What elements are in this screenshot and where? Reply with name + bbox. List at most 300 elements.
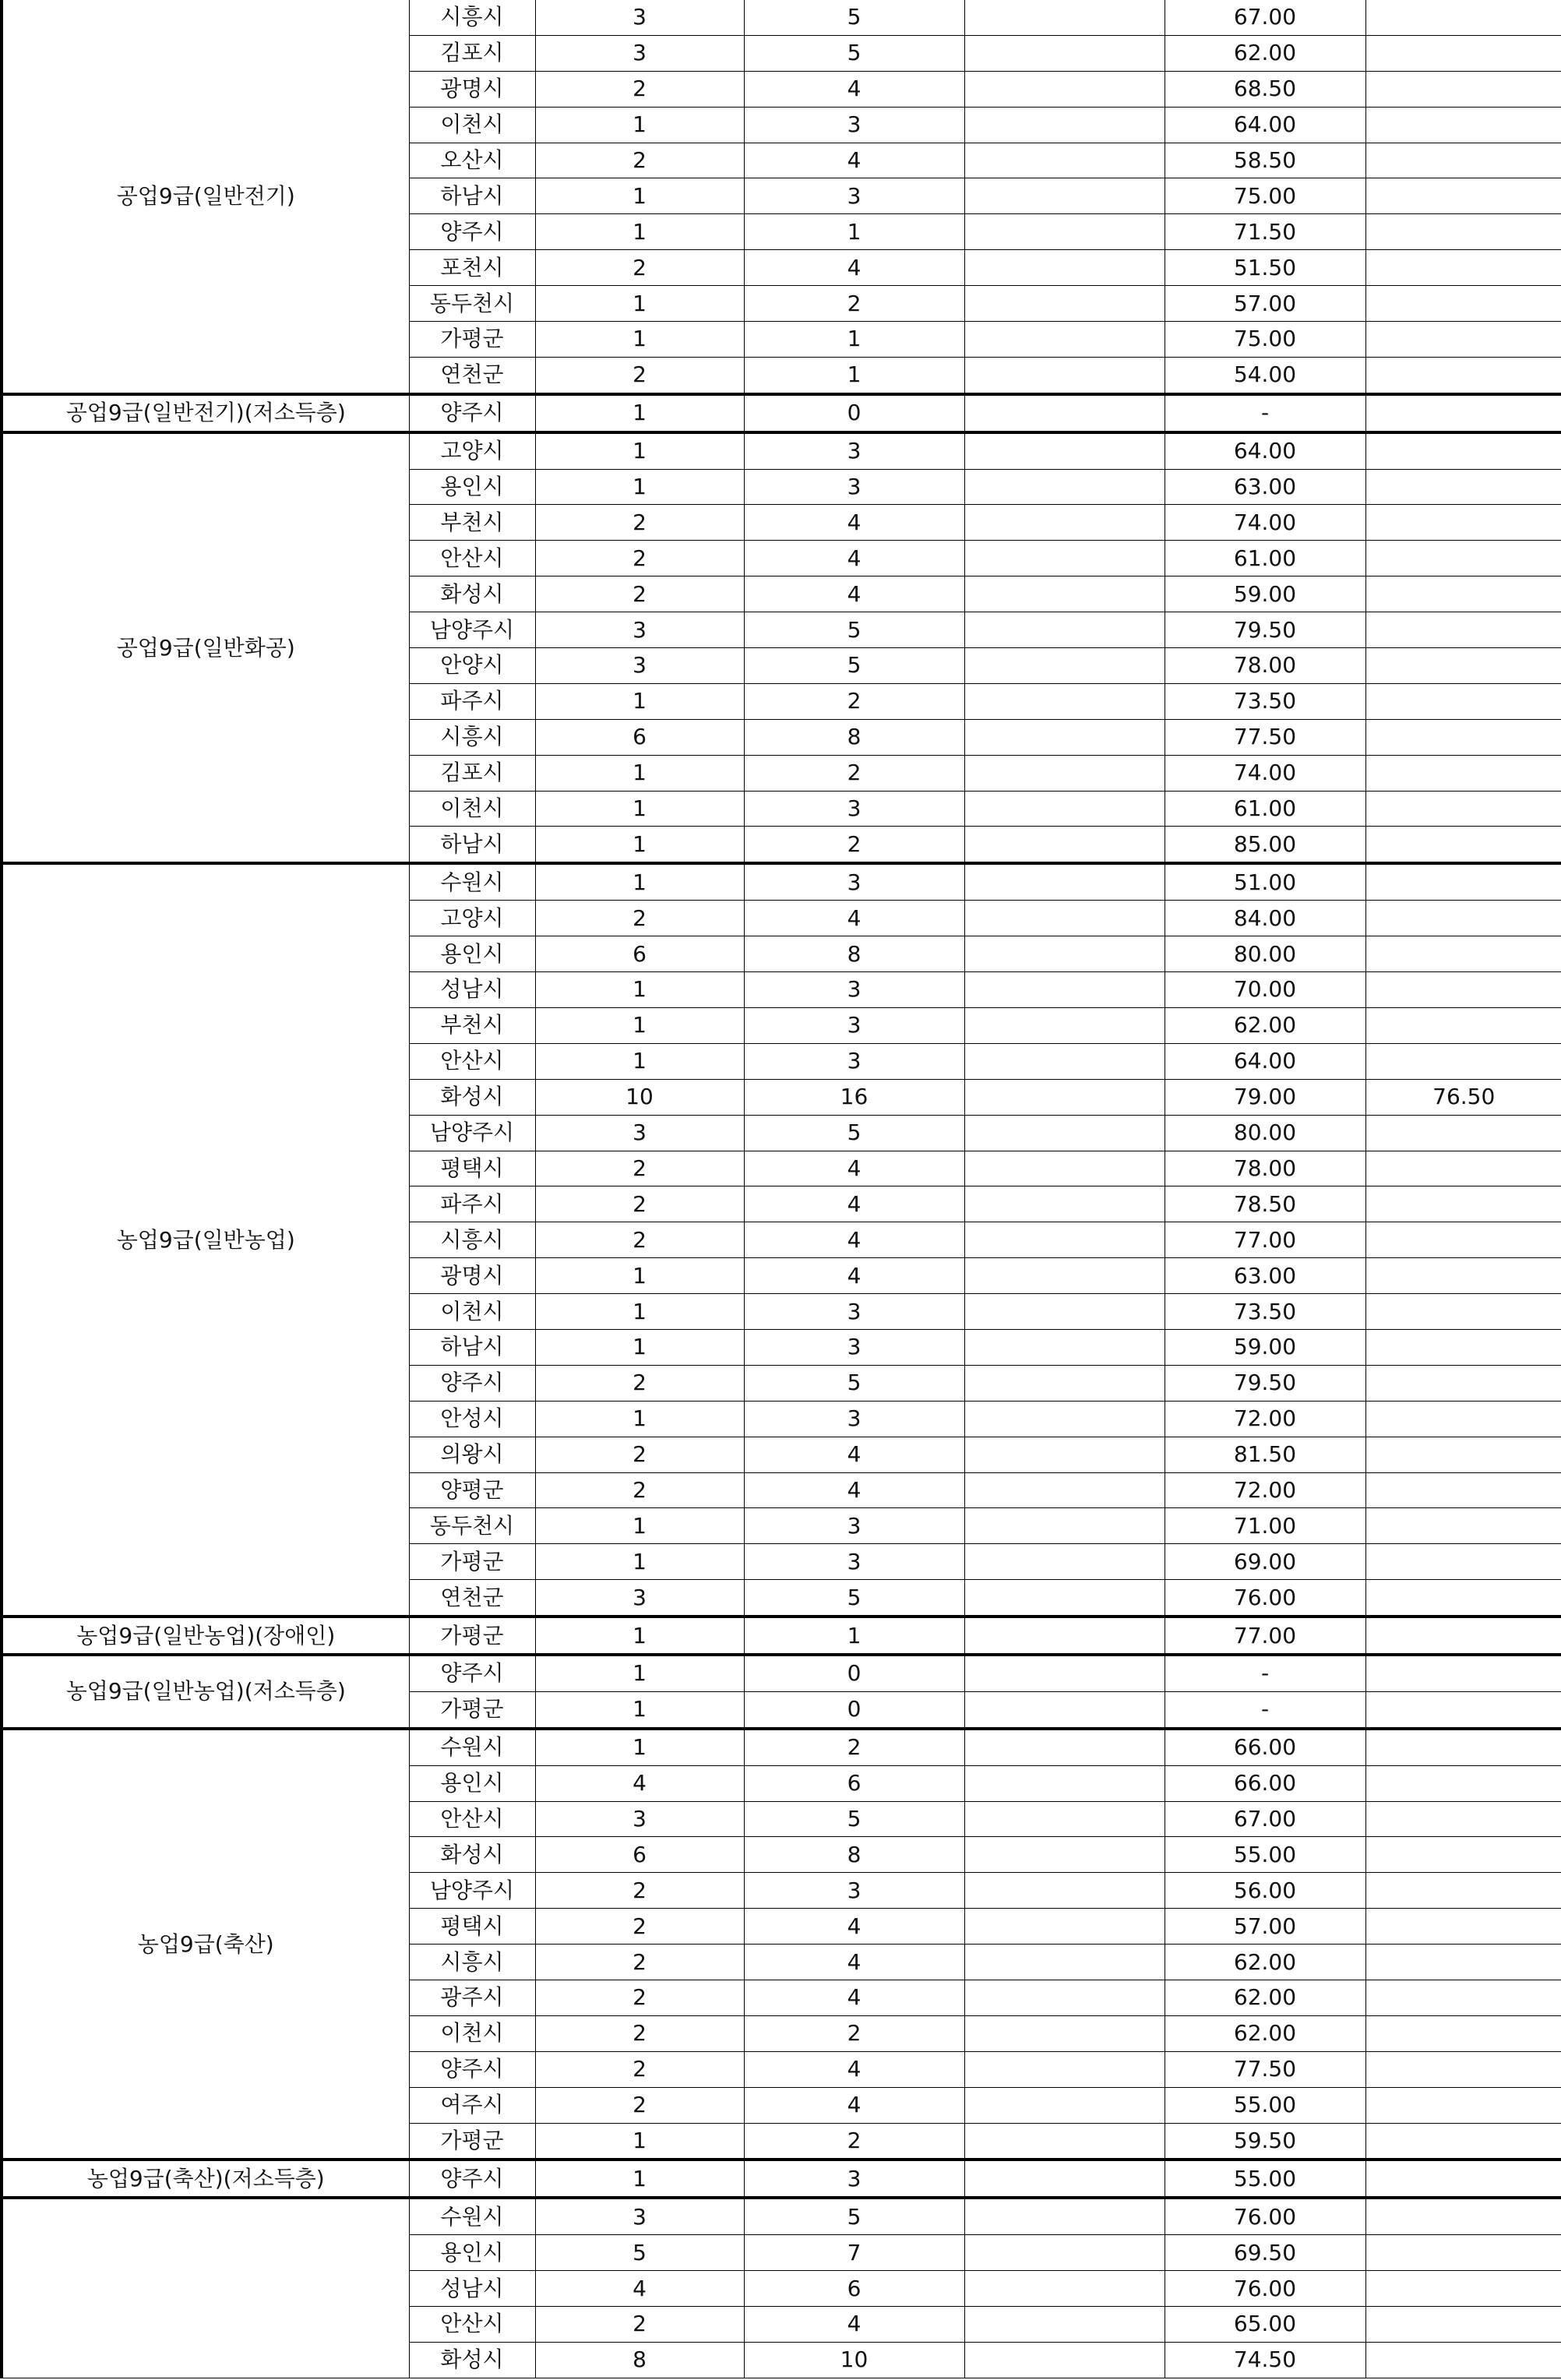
score-cell: 84.00 (1165, 901, 1365, 936)
score-cell: 62.00 (1165, 1945, 1365, 1980)
score-cell: 63.00 (1165, 1258, 1365, 1294)
score-cell: 58.50 (1165, 143, 1365, 178)
count-b-cell: 3 (744, 1329, 964, 1365)
count-a-cell: 1 (535, 1401, 744, 1437)
extra-score-cell (1365, 178, 1561, 214)
count-a-cell: 1 (535, 1329, 744, 1365)
region-cell: 수원시 (409, 863, 535, 900)
count-a-cell: 1 (535, 1729, 744, 1765)
count-a-cell: 1 (535, 214, 744, 250)
count-b-cell: 6 (744, 1765, 964, 1801)
score-cell: 80.00 (1165, 936, 1365, 972)
count-b-cell: 0 (744, 1655, 964, 1691)
blank-cell (964, 648, 1165, 684)
blank-cell (964, 1365, 1165, 1401)
region-cell: 성남시 (409, 2271, 535, 2307)
count-a-cell: 4 (535, 2271, 744, 2307)
score-cell: 55.00 (1165, 1837, 1365, 1873)
blank-cell (964, 1115, 1165, 1151)
count-b-cell: 4 (744, 143, 964, 178)
blank-cell (964, 107, 1165, 143)
count-a-cell: 3 (535, 2198, 744, 2234)
count-a-cell: 3 (535, 1580, 744, 1617)
count-b-cell: 8 (744, 936, 964, 972)
region-cell: 동두천시 (409, 1508, 535, 1544)
group-name-cell: 농업9급(축산)(저소득층) (2, 2160, 409, 2198)
extra-score-cell (1365, 1186, 1561, 1222)
extra-score-cell (1365, 612, 1561, 648)
region-cell: 광주시 (409, 1980, 535, 2015)
blank-cell (964, 2087, 1165, 2123)
blank-cell (964, 2342, 1165, 2378)
score-cell: 55.00 (1165, 2087, 1365, 2123)
extra-score-cell (1365, 1222, 1561, 1258)
blank-cell (964, 1729, 1165, 1765)
region-cell: 하남시 (409, 827, 535, 863)
extra-score-cell (1365, 0, 1561, 35)
count-b-cell: 4 (744, 1222, 964, 1258)
extra-score-cell (1365, 322, 1561, 358)
region-cell: 가평군 (409, 1691, 535, 1728)
count-a-cell: 2 (535, 901, 744, 936)
count-a-cell: 2 (535, 357, 744, 393)
group-name-cell: 농업9급(일반농업)(저소득층) (2, 1655, 409, 1729)
extra-score-cell (1365, 2051, 1561, 2087)
count-b-cell: 5 (744, 35, 964, 71)
region-cell: 부천시 (409, 505, 535, 541)
extra-score-cell (1365, 469, 1561, 505)
count-a-cell: 1 (535, 1691, 744, 1728)
count-a-cell: 2 (535, 2015, 744, 2051)
blank-cell (964, 143, 1165, 178)
blank-cell (964, 1294, 1165, 1330)
count-b-cell: 1 (744, 357, 964, 393)
extra-score-cell (1365, 1401, 1561, 1437)
count-a-cell: 1 (535, 827, 744, 863)
group-name-cell: 농업9급(축산) (2, 1729, 409, 2160)
score-cell: 54.00 (1165, 357, 1365, 393)
score-cell: 59.00 (1165, 576, 1365, 612)
region-cell: 시흥시 (409, 1945, 535, 1980)
count-a-cell: 1 (535, 432, 744, 469)
count-a-cell: 2 (535, 1472, 744, 1508)
count-b-cell: 8 (744, 1837, 964, 1873)
score-cell: 63.00 (1165, 469, 1365, 505)
blank-cell (964, 322, 1165, 358)
extra-score-cell (1365, 1765, 1561, 1801)
group-name-cell: 농업9급(일반농업) (2, 863, 409, 1617)
region-cell: 안산시 (409, 2307, 535, 2343)
count-a-cell: 8 (535, 2342, 744, 2378)
region-cell: 양평군 (409, 1472, 535, 1508)
count-b-cell: 2 (744, 683, 964, 719)
count-b-cell: 4 (744, 576, 964, 612)
region-cell: 가평군 (409, 2123, 535, 2160)
region-cell: 양주시 (409, 2160, 535, 2198)
score-cell: 65.00 (1165, 2307, 1365, 2343)
count-a-cell: 3 (535, 1801, 744, 1837)
region-cell: 남양주시 (409, 612, 535, 648)
extra-score-cell (1365, 2271, 1561, 2307)
blank-cell (964, 214, 1165, 250)
blank-cell (964, 1222, 1165, 1258)
extra-score-cell (1365, 357, 1561, 393)
blank-cell (964, 1007, 1165, 1043)
count-b-cell: 5 (744, 648, 964, 684)
blank-cell (964, 286, 1165, 322)
region-cell: 오산시 (409, 143, 535, 178)
blank-cell (964, 505, 1165, 541)
score-cell: 61.00 (1165, 791, 1365, 827)
count-a-cell: 3 (535, 0, 744, 35)
count-a-cell: 6 (535, 936, 744, 972)
extra-score-cell: 76.50 (1365, 1079, 1561, 1115)
extra-score-cell (1365, 755, 1561, 791)
score-cell: 79.50 (1165, 1365, 1365, 1401)
score-cell: 67.00 (1165, 1801, 1365, 1837)
blank-cell (964, 719, 1165, 755)
count-b-cell: 4 (744, 1909, 964, 1945)
count-b-cell: 4 (744, 901, 964, 936)
count-b-cell: 5 (744, 1580, 964, 1617)
region-cell: 김포시 (409, 35, 535, 71)
region-cell: 하남시 (409, 1329, 535, 1365)
count-a-cell: 2 (535, 1909, 744, 1945)
extra-score-cell (1365, 1115, 1561, 1151)
region-cell: 연천군 (409, 1580, 535, 1617)
score-cell: 73.50 (1165, 683, 1365, 719)
count-a-cell: 1 (535, 1294, 744, 1330)
count-b-cell: 4 (744, 71, 964, 107)
blank-cell (964, 755, 1165, 791)
count-b-cell: 2 (744, 755, 964, 791)
table-row (2, 0, 1561, 35)
count-b-cell: 2 (744, 827, 964, 863)
count-b-cell: 5 (744, 2198, 964, 2234)
count-a-cell: 1 (535, 1655, 744, 1691)
score-cell: 56.00 (1165, 1873, 1365, 1909)
table-row (2, 2160, 1561, 2198)
score-cell: 72.00 (1165, 1401, 1365, 1437)
extra-score-cell (1365, 1329, 1561, 1365)
score-cell: - (1165, 1655, 1365, 1691)
count-b-cell: 4 (744, 2087, 964, 2123)
score-cell: 76.00 (1165, 1580, 1365, 1617)
extra-score-cell (1365, 1873, 1561, 1909)
extra-score-cell (1365, 1365, 1561, 1401)
blank-cell (964, 936, 1165, 972)
extra-score-cell (1365, 1007, 1561, 1043)
blank-cell (964, 469, 1165, 505)
count-a-cell: 6 (535, 1837, 744, 1873)
count-b-cell: 6 (744, 2271, 964, 2307)
region-cell: 파주시 (409, 1186, 535, 1222)
count-b-cell: 16 (744, 1079, 964, 1115)
region-cell: 이천시 (409, 2015, 535, 2051)
count-a-cell: 2 (535, 1186, 744, 1222)
score-cell: 69.00 (1165, 1544, 1365, 1580)
count-a-cell: 2 (535, 505, 744, 541)
blank-cell (964, 1258, 1165, 1294)
count-b-cell: 3 (744, 1007, 964, 1043)
blank-cell (964, 612, 1165, 648)
score-cell: 59.50 (1165, 2123, 1365, 2160)
blank-cell (964, 2123, 1165, 2160)
score-cell: 61.00 (1165, 541, 1365, 576)
blank-cell (964, 1043, 1165, 1079)
count-a-cell: 2 (535, 541, 744, 576)
region-cell: 광명시 (409, 1258, 535, 1294)
blank-cell (964, 1472, 1165, 1508)
count-b-cell: 4 (744, 250, 964, 286)
score-cell: - (1165, 1691, 1365, 1728)
region-cell: 평택시 (409, 1151, 535, 1186)
blank-cell (964, 827, 1165, 863)
count-b-cell: 3 (744, 107, 964, 143)
count-b-cell: 4 (744, 2051, 964, 2087)
blank-cell (964, 1186, 1165, 1222)
count-a-cell: 2 (535, 1980, 744, 2015)
count-a-cell: 2 (535, 1365, 744, 1401)
blank-cell (964, 2198, 1165, 2234)
count-b-cell: 3 (744, 1508, 964, 1544)
count-b-cell: 4 (744, 1980, 964, 2015)
extra-score-cell (1365, 791, 1561, 827)
count-a-cell: 2 (535, 2307, 744, 2343)
blank-cell (964, 250, 1165, 286)
score-cell: 68.50 (1165, 71, 1365, 107)
region-cell: 양주시 (409, 2051, 535, 2087)
count-b-cell: 4 (744, 1472, 964, 1508)
table-row (2, 394, 1561, 432)
count-b-cell: 10 (744, 2342, 964, 2378)
count-b-cell: 3 (744, 863, 964, 900)
blank-cell (964, 1909, 1165, 1945)
region-cell: 광명시 (409, 71, 535, 107)
region-cell: 용인시 (409, 469, 535, 505)
score-cell: 62.00 (1165, 1007, 1365, 1043)
count-a-cell: 2 (535, 1873, 744, 1909)
score-cell: 74.00 (1165, 505, 1365, 541)
blank-cell (964, 2235, 1165, 2271)
count-a-cell: 2 (535, 1437, 744, 1472)
table-row (2, 1617, 1561, 1655)
count-a-cell: 1 (535, 469, 744, 505)
count-a-cell: 1 (535, 107, 744, 143)
score-cell: 77.50 (1165, 719, 1365, 755)
score-cell: 51.50 (1165, 250, 1365, 286)
count-a-cell: 1 (535, 286, 744, 322)
region-cell: 화성시 (409, 576, 535, 612)
group-name-cell: 공업9급(일반전기) (2, 0, 409, 394)
blank-cell (964, 541, 1165, 576)
count-a-cell: 1 (535, 394, 744, 432)
blank-cell (964, 394, 1165, 432)
extra-score-cell (1365, 1909, 1561, 1945)
blank-cell (964, 1401, 1165, 1437)
extra-score-cell (1365, 107, 1561, 143)
count-a-cell: 1 (535, 1043, 744, 1079)
extra-score-cell (1365, 1508, 1561, 1544)
count-b-cell: 3 (744, 2160, 964, 2198)
count-b-cell: 0 (744, 1691, 964, 1728)
blank-cell (964, 1437, 1165, 1472)
count-b-cell: 7 (744, 2235, 964, 2271)
extra-score-cell (1365, 1729, 1561, 1765)
blank-cell (964, 2271, 1165, 2307)
score-cell: 69.50 (1165, 2235, 1365, 2271)
extra-score-cell (1365, 1617, 1561, 1655)
score-cell: 70.00 (1165, 972, 1365, 1008)
region-cell: 수원시 (409, 1729, 535, 1765)
region-cell: 하남시 (409, 178, 535, 214)
count-b-cell: 2 (744, 1729, 964, 1765)
extra-score-cell (1365, 71, 1561, 107)
count-a-cell: 10 (535, 1079, 744, 1115)
count-b-cell: 8 (744, 719, 964, 755)
score-cell: 75.00 (1165, 178, 1365, 214)
score-cell: 78.00 (1165, 648, 1365, 684)
count-b-cell: 5 (744, 1365, 964, 1401)
blank-cell (964, 2015, 1165, 2051)
blank-cell (964, 1945, 1165, 1980)
count-a-cell: 1 (535, 791, 744, 827)
group-name-cell (2, 2198, 409, 2378)
extra-score-cell (1365, 648, 1561, 684)
extra-score-cell (1365, 2160, 1561, 2198)
blank-cell (964, 1329, 1165, 1365)
count-a-cell: 1 (535, 863, 744, 900)
region-cell: 평택시 (409, 1909, 535, 1945)
extra-score-cell (1365, 1294, 1561, 1330)
count-b-cell: 2 (744, 2015, 964, 2051)
extra-score-cell (1365, 1472, 1561, 1508)
count-b-cell: 4 (744, 1151, 964, 1186)
table-row (2, 432, 1561, 469)
count-a-cell: 2 (535, 250, 744, 286)
region-cell: 포천시 (409, 250, 535, 286)
extra-score-cell (1365, 901, 1561, 936)
region-cell: 가평군 (409, 1617, 535, 1655)
blank-cell (964, 1691, 1165, 1728)
score-cell: 59.00 (1165, 1329, 1365, 1365)
region-cell: 파주시 (409, 683, 535, 719)
count-b-cell: 4 (744, 2307, 964, 2343)
region-cell: 의왕시 (409, 1437, 535, 1472)
extra-score-cell (1365, 1580, 1561, 1617)
score-cell: 73.50 (1165, 1294, 1365, 1330)
blank-cell (964, 1580, 1165, 1617)
group-name-cell: 공업9급(일반화공) (2, 432, 409, 864)
blank-cell (964, 178, 1165, 214)
count-b-cell: 4 (744, 1258, 964, 1294)
group-name-cell: 농업9급(일반농업)(장애인) (2, 1617, 409, 1655)
score-cell: 64.00 (1165, 107, 1365, 143)
count-b-cell: 4 (744, 505, 964, 541)
region-cell: 안산시 (409, 1801, 535, 1837)
blank-cell (964, 1765, 1165, 1801)
region-cell: 안산시 (409, 541, 535, 576)
score-cell: 81.50 (1165, 1437, 1365, 1472)
blank-cell (964, 791, 1165, 827)
region-cell: 동두천시 (409, 286, 535, 322)
table-body (2, 0, 1561, 2378)
region-cell: 고양시 (409, 901, 535, 936)
count-a-cell: 3 (535, 648, 744, 684)
count-b-cell: 1 (744, 214, 964, 250)
region-cell: 이천시 (409, 791, 535, 827)
blank-cell (964, 1544, 1165, 1580)
region-cell: 화성시 (409, 1837, 535, 1873)
count-b-cell: 3 (744, 432, 964, 469)
extra-score-cell (1365, 1437, 1561, 1472)
blank-cell (964, 357, 1165, 393)
count-b-cell: 3 (744, 1873, 964, 1909)
extra-score-cell (1365, 576, 1561, 612)
extra-score-cell (1365, 2342, 1561, 2378)
extra-score-cell (1365, 1980, 1561, 2015)
score-cell: 76.00 (1165, 2198, 1365, 2234)
region-cell: 이천시 (409, 107, 535, 143)
count-a-cell: 3 (535, 35, 744, 71)
table-row (2, 1655, 1561, 1691)
region-cell: 부천시 (409, 1007, 535, 1043)
score-cell: 66.00 (1165, 1765, 1365, 1801)
count-b-cell: 3 (744, 469, 964, 505)
count-a-cell: 1 (535, 322, 744, 358)
score-cell: 74.50 (1165, 2342, 1365, 2378)
extra-score-cell (1365, 505, 1561, 541)
count-b-cell: 5 (744, 1115, 964, 1151)
score-cell: 74.00 (1165, 755, 1365, 791)
region-cell: 양주시 (409, 1365, 535, 1401)
count-a-cell: 6 (535, 719, 744, 755)
score-cell: 72.00 (1165, 1472, 1365, 1508)
region-cell: 시흥시 (409, 1222, 535, 1258)
count-a-cell: 1 (535, 972, 744, 1008)
count-a-cell: 2 (535, 1151, 744, 1186)
blank-cell (964, 576, 1165, 612)
blank-cell (964, 2160, 1165, 2198)
count-a-cell: 5 (535, 2235, 744, 2271)
count-a-cell: 1 (535, 1617, 744, 1655)
score-cell: 62.00 (1165, 2015, 1365, 2051)
blank-cell (964, 972, 1165, 1008)
extra-score-cell (1365, 936, 1561, 972)
blank-cell (964, 1151, 1165, 1186)
blank-cell (964, 2051, 1165, 2087)
score-cell: 55.00 (1165, 2160, 1365, 2198)
score-cell: 62.00 (1165, 1980, 1365, 2015)
region-cell: 여주시 (409, 2087, 535, 2123)
score-cell: 64.00 (1165, 1043, 1365, 1079)
count-b-cell: 3 (744, 178, 964, 214)
extra-score-cell (1365, 1258, 1561, 1294)
score-cell: 79.00 (1165, 1079, 1365, 1115)
count-a-cell: 1 (535, 2160, 744, 2198)
count-b-cell: 3 (744, 1401, 964, 1437)
extra-score-cell (1365, 1801, 1561, 1837)
score-cell: 77.00 (1165, 1222, 1365, 1258)
extra-score-cell (1365, 2015, 1561, 2051)
score-cell: 77.00 (1165, 1617, 1365, 1655)
count-a-cell: 2 (535, 2087, 744, 2123)
count-b-cell: 3 (744, 791, 964, 827)
count-a-cell: 1 (535, 178, 744, 214)
region-cell: 용인시 (409, 1765, 535, 1801)
count-b-cell: 0 (744, 394, 964, 432)
blank-cell (964, 0, 1165, 35)
